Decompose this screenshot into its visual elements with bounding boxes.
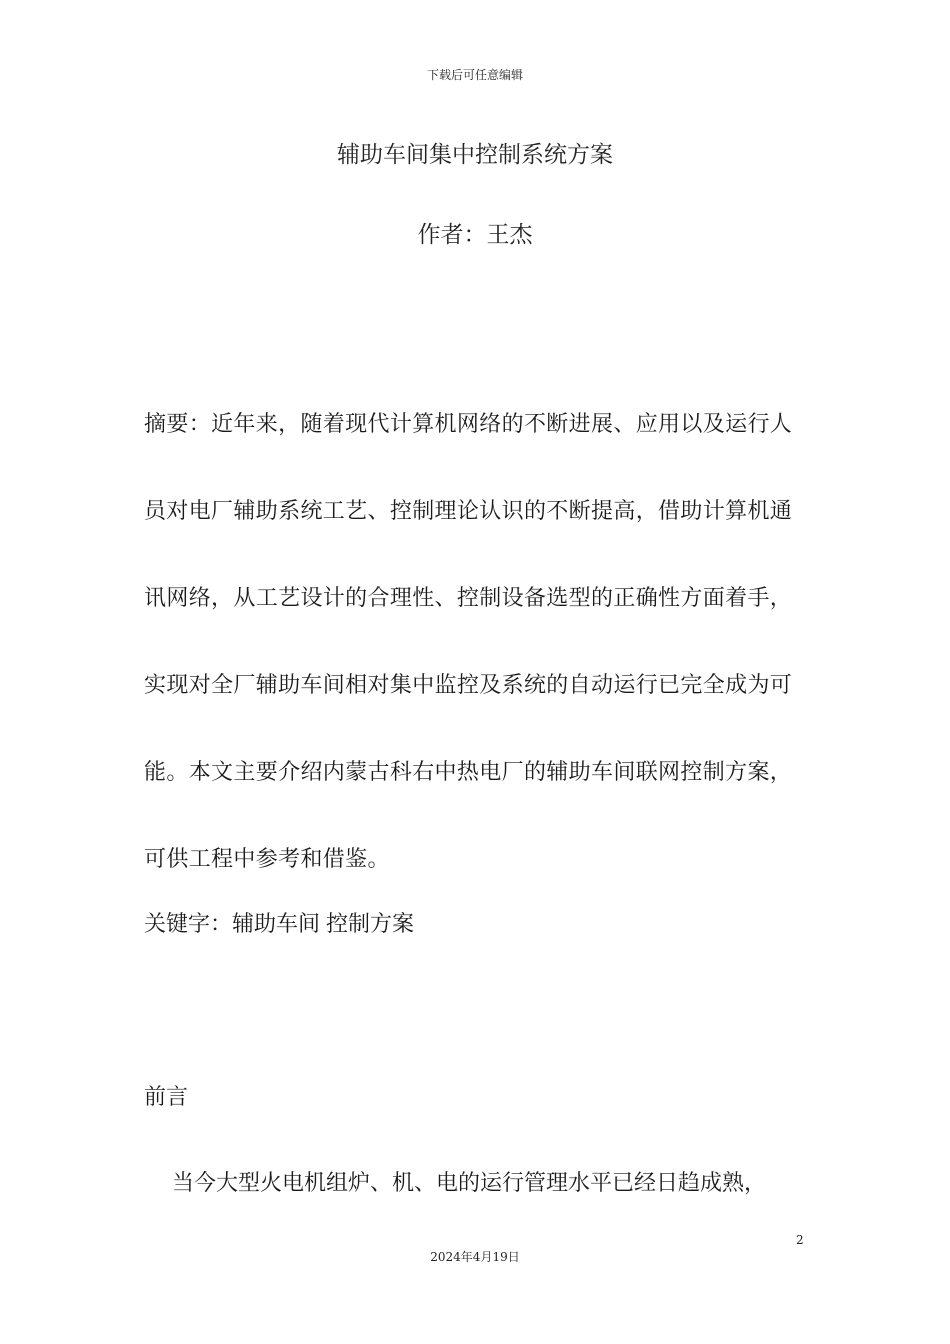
page-number: 2 (796, 1233, 804, 1247)
keywords-label: 关键字： (144, 912, 233, 937)
document-title: 辅助车间集中控制系统方案 (337, 142, 613, 168)
footer-date: 2024年4月19日 (430, 1250, 520, 1264)
section-heading: 前言 (144, 1085, 189, 1110)
header-note: 下载后可任意编辑 (426, 68, 523, 82)
keyword-item: 控制方案 (326, 912, 415, 937)
keyword-item: 辅助车间 (232, 912, 321, 937)
abstract-paragraph: 摘要：近年来，随着现代计算机网络的不断进展、应用以及运行人员对电厂辅助系统工艺、控制理论认识的不断提高，借助计算机通讯网络，从工艺设计的合理性、控制设备选型的正确性方面着手，实现对全厂辅助车间相对集中监控及系统的自动运行已完全成为可能。本文主要介绍内蒙古科右中热电厂的辅助车间联网控制方案，可供工程中参考和借鉴。 (144, 412, 793, 872)
keywords-line (144, 907, 794, 938)
document-author: 作者：王杰 (417, 222, 533, 248)
body-paragraph: 当今大型火电机组炉、机、电的运行管理水平已经日趋成熟， (172, 1171, 767, 1196)
